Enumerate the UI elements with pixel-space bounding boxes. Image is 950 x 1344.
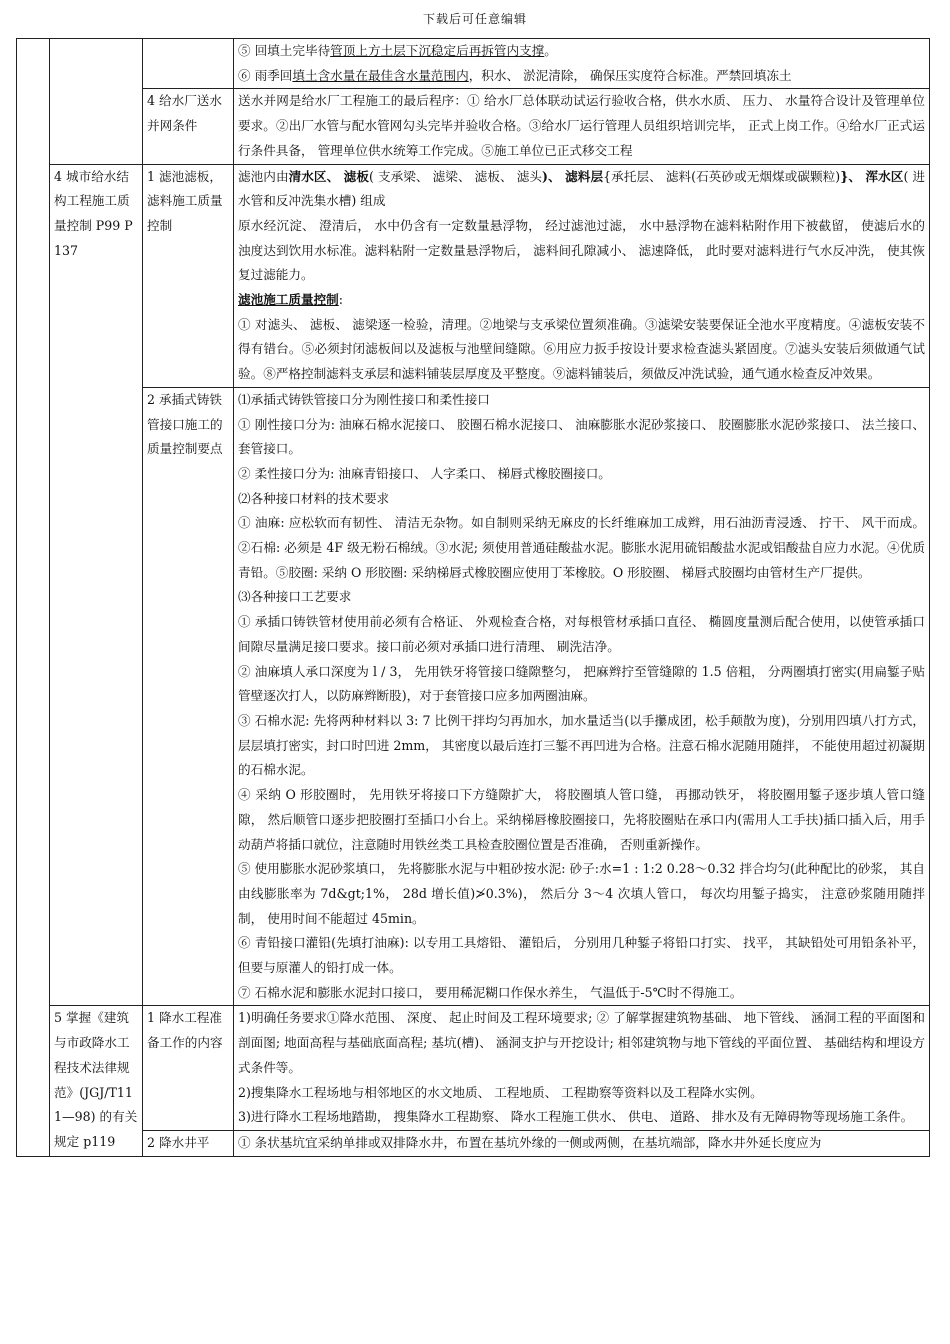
water-plant-title: 4 给水厂送水并网条件 <box>143 89 234 164</box>
pipe-para: ⑵各种接口材料的技术要求 <box>238 490 390 506</box>
water-plant-text: 送水并网是给水厂工程施工的最后程序：① 给水厂总体联动试运行验收合格，供水水质、 压力、 水量符合设计及管理单位要求。②出厂水管与配水管网勾头完毕并验收合格。③给水厂运行管理人员组织培训完毕， 正式上岗工作。④给水厂正式运行条件具备， 管理单位供水统筹工作完成。⑤施工单位已正式移交工程 <box>234 89 930 164</box>
blank-subsection-cell <box>143 39 234 89</box>
backfill-content <box>234 39 930 89</box>
pipe-para: ④ 采纳 O 形胶圈时， 先用铁牙将接口下方缝隙扩大， 将胶圈填人管口缝， 再挪动铁牙， 将胶圈用錾子逐步填人管口缝隙， 然后顺管口逐步把胶圈打至插口小台上。采纳梯唇橡胶圈接口，先将胶圈贴在承口内(需用人工手扶)插口插入后，用手动葫芦将插口就位，注意随时用铁丝类工具检查胶圈位置是否准确， 否则重新操作。 <box>238 787 925 852</box>
pipe-para: ⑤ 使用膨胀水泥砂浆填口， 先将膨胀水泥与中粗砂按水泥: 砂子:水=1 : 1:2 0.28～0.32 拌合均匀(此种配比的砂浆， 其自由线膨胀率为 7d&gt;1%， 28d 增长值)≯0.3%)， 然后分 3～4 次填人管口， 每次均用錾子捣实， 注意砂浆随用随拌制， 使用时间不能超过 45min。 <box>238 861 925 926</box>
prep-para: 3)进行降水工程场地踏勘， 搜集降水工程勘察、 降水工程施工供水、 供电、 道路、 排水及有无障碍物等现场施工条件。 <box>238 1109 914 1125</box>
pipe-para: ③ 石棉水泥: 先将两种材料以 3: 7 比例干拌均匀再加水，加水量适当(以手攥成团，松手颠散为度)，分别用四填八打方式， 层层填打密实，封口时凹进 2mm， 其密度以最后连打三錾不再凹进为合格。注意石棉水泥随用随拌， 不能使用超过初凝期的石棉水泥。 <box>238 712 925 778</box>
blank-section-cell <box>50 39 143 165</box>
pipe-para: ① 承插口铸铁管材使用前必须有合格证、 外观检查合格，对每根管材承插口直径、 椭圆度量测后配合使用，以使管承插口间隙尽量满足接口要求。接口前必须对承插口进行清理、 刷洗洁净。 <box>238 614 925 654</box>
table-row-water-plant <box>17 89 930 164</box>
pipe-para: ⑶各种接口工艺要求 <box>238 589 352 605</box>
table-row-backfill <box>17 39 930 89</box>
filter-qc-text: ① 对滤头、 滤板、 滤梁逐一检验，清理。②地梁与支承梁位置须准确。③滤梁安装要保证全池水平度精度。④滤板安装不得有错台。⑤必须封闭滤板间以及滤板与池壁间缝隙。⑥用应力扳手按设计要求检查滤头紧固度。⑦滤头安装后须做通气试验。⑧严格控制滤料支承层和滤料铺装层厚度及平整度。⑨滤料铺装后，须做反冲洗试验，通气通水检查反冲效果。 <box>238 316 925 382</box>
filter-content <box>234 164 930 387</box>
table-row-filter <box>17 164 930 387</box>
filter-title: 1 滤池滤板，滤料施工质量控制 <box>143 164 234 387</box>
table-row-prep <box>17 1006 930 1131</box>
prep-content <box>234 1006 930 1131</box>
pipe-para: ① 油麻: 应松软而有韧性、 清洁无杂物。如自制则采纳无麻皮的长纤维麻加工成辫，用石油沥青浸透、 拧干、 风干而成。②石棉: 必须是 4F 级无粉石棉绒。③水泥; 须使用普通硅酸盐水泥。膨胀水泥用硫铝酸盐水泥或铝酸盐自应力水泥。④优质青铅。⑤胶圈: 采纳 O 形胶圈: 采纳梯唇式橡胶圈应使用丁苯橡胶。O 形胶圈、 梯唇式胶圈均由管材生产厂提供。 <box>238 515 925 580</box>
prep-para: 1)明确任务要求①降水范围、 深度、 起止时间及工程环境要求; ② 了解掌握建筑物基础、 地下管线、 涵洞工程的平面图和剖面图; 地面高程与基础底面高程; 基坑(槽)、 涵洞支护与开挖设计; 相邻建筑物与地下管线的平面位置、 基础结构和埋设方式条件等。 <box>238 1010 925 1075</box>
pipe-para: ② 油麻填人承口深度为 l / 3， 先用铁牙将管接口缝隙整匀， 把麻辫拧至管缝隙的 1.5 倍粗， 分两圈填打密实(用扁錾子贴管壁逐次打人，以防麻辫断股)，对于套管接口应多加两圈油麻。 <box>238 663 925 704</box>
pipe-para: ⑴承插式铸铁管接口分为刚性接口和柔性接口 <box>238 391 490 407</box>
table-row-pipe <box>17 387 930 1006</box>
well-title: 2 降水井平 <box>143 1130 234 1156</box>
filter-composition: 滤池内由清水区、 滤板( 支承梁、 滤梁、 滤板、 滤头)、 滤料层{承托层、 滤料(石英砂或无烟煤或碳颗粒)}、 浑水区( 进水管和反冲洗集水槽) 组成 <box>238 168 926 209</box>
pipe-para: ① 刚性接口分为: 油麻石棉水泥接口、 胶圈石棉水泥接口、 油麻膨胀水泥砂浆接口、 胶圈膨胀水泥砂浆接口、 法兰接口、 套管接口。 <box>238 416 925 457</box>
well-text: ① 条状基坑宜采纳单排或双排降水井，布置在基坑外缘的一侧或两侧，在基坑端部，降水井外延长度应为 <box>234 1130 930 1156</box>
section-5-title: 5 掌握《建筑与市政降水工程技术法律规范》(JGJ/T111—98) 的有关规定 p119 <box>50 1006 143 1156</box>
table-row-well <box>17 1130 930 1156</box>
content-table <box>16 38 930 1157</box>
filter-principle: 原水经沉淀、 澄清后， 水中仍含有一定数量悬浮物， 经过滤池过滤， 水中悬浮物在滤料粘附作用下被截留， 使滤后水的浊度达到饮用水标准。滤料粘附一定数量悬浮物后， 滤料间孔隙减小、 滤速降低， 此时要对滤料进行气水反冲洗， 使其恢复过滤能力。 <box>238 217 925 283</box>
backfill-line-6: ⑥ 雨季回填土含水量在最佳含水量范围内，积水、 淤泥清除， 确保压实度符合标准。严禁回填冻土 <box>238 67 792 83</box>
pipe-para: ② 柔性接口分为: 油麻青铅接口、 人字柔口、 梯唇式橡胶圈接口。 <box>238 465 611 481</box>
pipe-para: ⑦ 石棉水泥和膨胀水泥封口接口， 要用稀泥糊口作保水养生， 气温低于-5℃时不得施工。 <box>238 984 743 1000</box>
pipe-para: ⑥ 青铅接口灌铅(先填打油麻): 以专用工具熔铅、 灌铅后， 分别用几种錾子将铅口打实、 找平， 其缺铅处可用铅条补平， 但要与原灌人的铅打成一体。 <box>238 935 925 976</box>
blank-left-column <box>17 39 50 1157</box>
filter-qc-heading: 滤池施工质量控制: <box>238 292 343 308</box>
pipe-title: 2 承插式铸铁管接口施工的质量控制要点 <box>143 387 234 1006</box>
prep-para: 2)搜集降水工程场地与相邻地区的水文地质、 工程地质、 工程勘察等资料以及工程降水实例。 <box>238 1084 763 1100</box>
section-4-title: 4 城市给水结构工程施工质量控制 P99 P137 <box>50 164 143 1006</box>
pipe-content <box>234 387 930 1006</box>
prep-title: 1 降水工程准备工作的内容 <box>143 1006 234 1131</box>
backfill-line-5: ⑤ 回填土完毕待管顶上方土层下沉稳定后再拆管内支撑。 <box>238 43 557 58</box>
page-header: 下载后可任意编辑 <box>422 12 527 26</box>
